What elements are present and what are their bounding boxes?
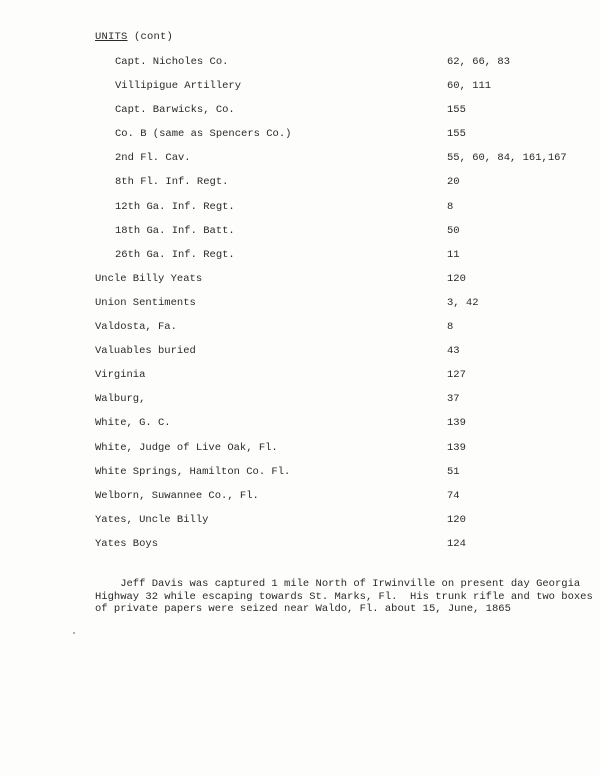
index-entry	[0, 441, 600, 465]
index-pages: 120	[447, 272, 466, 285]
section-heading	[95, 31, 173, 43]
index-list	[0, 55, 600, 561]
footnote-line: Highway 32 while escaping towards St. Marks, Fl. His trunk rifle and two boxes	[95, 590, 593, 603]
index-entry	[0, 248, 600, 272]
index-entry	[0, 465, 600, 489]
index-pages: 20	[447, 176, 460, 189]
index-term: Valuables buried	[95, 345, 196, 358]
index-entry	[0, 392, 600, 416]
index-entry	[0, 489, 600, 513]
index-entry	[0, 103, 600, 127]
index-entry	[0, 79, 600, 103]
index-term: Uncle Billy Yeats	[95, 272, 203, 285]
index-entry	[0, 416, 600, 440]
heading-title: UNITS	[95, 31, 128, 43]
index-term: 8th Fl. Inf. Regt.	[115, 176, 229, 189]
index-term: White Springs, Hamilton Co. Fl.	[95, 465, 291, 478]
index-pages: 50	[447, 224, 460, 237]
index-pages: 62, 66, 83	[447, 56, 511, 68]
index-term: Capt. Nicholes Co.	[115, 56, 229, 68]
index-term: Virginia	[95, 369, 146, 382]
index-term: Union Sentiments	[95, 296, 196, 309]
index-entry	[0, 320, 600, 344]
index-term: Yates, Uncle Billy	[95, 513, 209, 526]
index-term: 2nd Fl. Cav.	[115, 152, 191, 165]
index-entry	[0, 55, 600, 79]
index-pages: 155	[447, 104, 466, 117]
index-pages: 8	[447, 321, 454, 334]
index-pages: 124	[447, 537, 466, 550]
index-term: White, G. C.	[95, 417, 171, 430]
index-term: Co. B (same as Spencers Co.)	[115, 128, 292, 141]
paper-speck	[73, 632, 75, 634]
index-term: Villipigue Artillery	[115, 80, 242, 93]
index-pages: 155	[447, 128, 466, 141]
index-term: Walburg,	[95, 393, 146, 406]
index-term: Capt. Barwicks, Co.	[115, 104, 235, 117]
index-entry	[0, 272, 600, 296]
heading-suffix: (cont)	[127, 31, 174, 43]
index-term: Welborn, Suwannee Co., Fl.	[95, 489, 259, 502]
index-entry	[0, 151, 600, 175]
index-term: 26th Ga. Inf. Regt.	[115, 248, 235, 261]
index-term: 18th Ga. Inf. Batt.	[115, 224, 235, 237]
index-entry	[0, 127, 600, 151]
index-pages: 51	[447, 465, 460, 478]
index-pages: 139	[447, 417, 466, 430]
index-pages: 120	[447, 513, 466, 526]
index-entry	[0, 200, 600, 224]
footnote-line: Jeff Davis was captured 1 mile North of Irwinville on present day Georgia	[95, 578, 581, 590]
index-entry	[0, 175, 600, 199]
index-pages: 74	[447, 489, 460, 502]
footnote-paragraph	[95, 578, 593, 616]
index-term: Yates Boys	[95, 537, 159, 550]
footnote-line: of private papers were seized near Waldo, Fl. about 15, June, 1865	[95, 603, 511, 615]
index-pages: 127	[447, 369, 466, 382]
index-pages: 37	[447, 393, 460, 406]
index-pages: 60, 111	[447, 80, 492, 93]
index-entry	[0, 368, 600, 392]
index-entry	[0, 344, 600, 368]
index-entry	[0, 296, 600, 320]
index-pages: 8	[447, 200, 454, 213]
index-entry	[0, 537, 600, 561]
index-term: White, Judge of Live Oak, Fl.	[95, 441, 278, 454]
index-pages: 139	[447, 441, 466, 454]
index-pages: 3, 42	[447, 296, 479, 309]
index-term: 12th Ga. Inf. Regt.	[115, 200, 235, 213]
index-term: Valdosta, Fa.	[95, 321, 177, 334]
index-entry	[0, 513, 600, 537]
index-pages: 43	[447, 345, 460, 358]
index-entry	[0, 224, 600, 248]
index-pages: 55, 60, 84, 161,167	[447, 152, 567, 165]
index-pages: 11	[447, 248, 460, 261]
